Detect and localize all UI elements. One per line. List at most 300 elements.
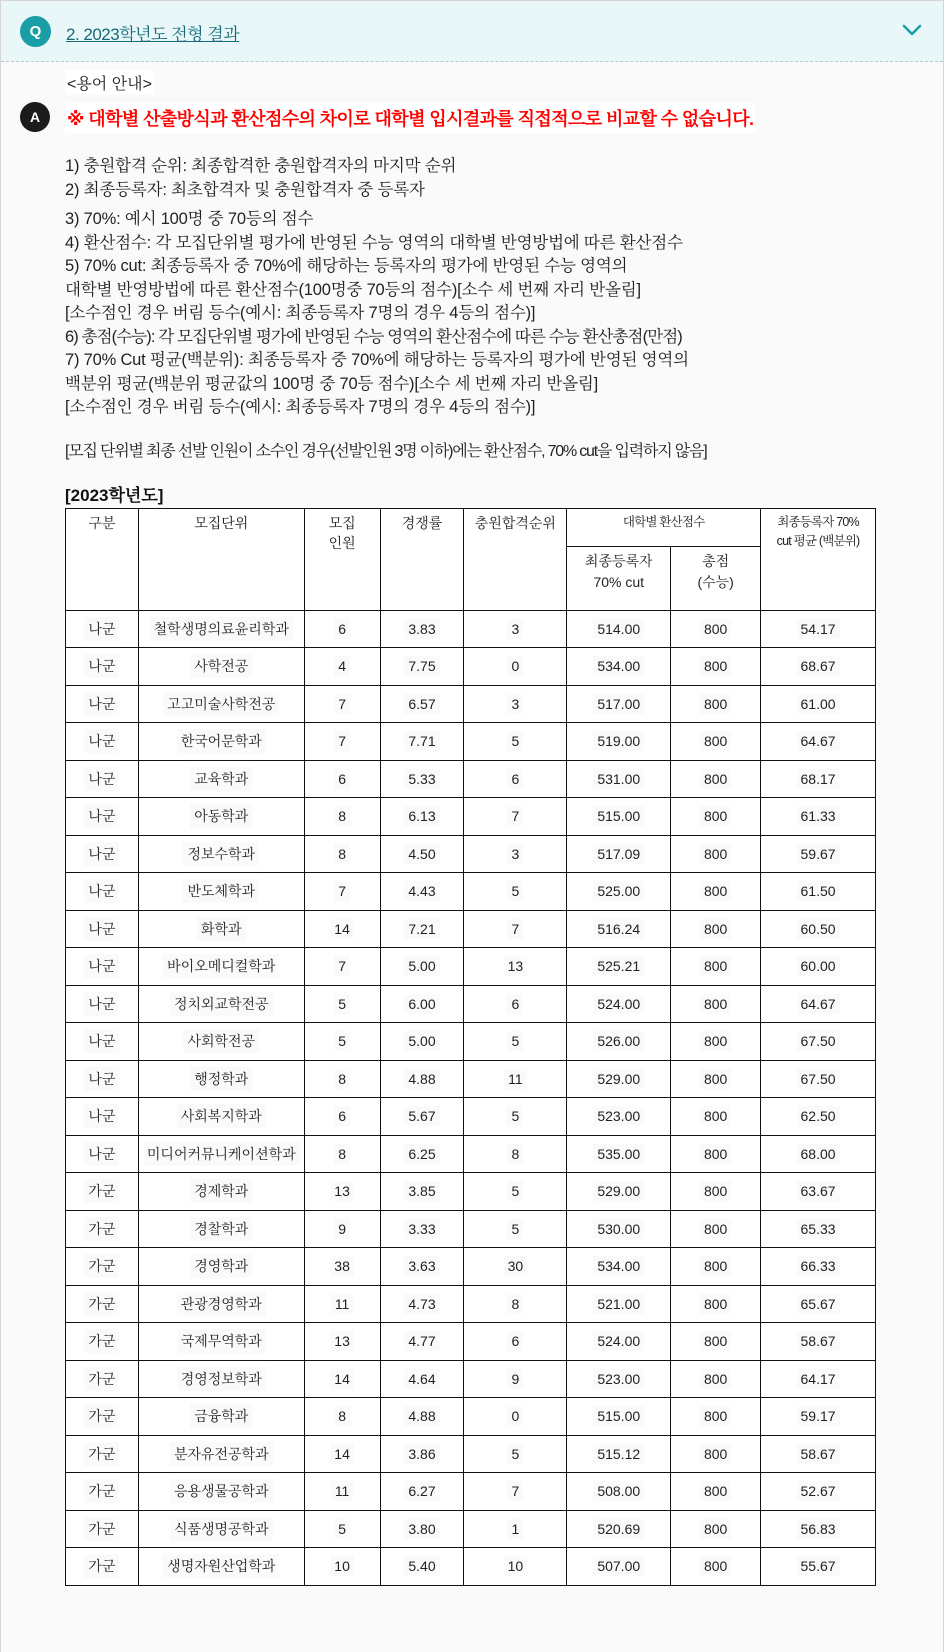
cell-value: 523.00 (593, 1369, 644, 1389)
cell-value: 분자유전공학과 (170, 1442, 273, 1466)
cell-total (671, 1548, 761, 1586)
cell-total (671, 1285, 761, 1323)
cell-total (671, 610, 761, 648)
cell-value: 55.67 (797, 1556, 840, 1576)
cell-unit (138, 985, 304, 1023)
cell-value: 800 (700, 619, 731, 639)
cell-value: 59.17 (797, 1406, 840, 1426)
cell-value: 4 (334, 656, 350, 676)
cell-value: 524.00 (593, 994, 644, 1014)
cell-competition (380, 948, 464, 986)
cell-value: 7.71 (404, 731, 439, 751)
table-row (66, 1210, 876, 1248)
cell-unit (138, 1510, 304, 1548)
cell-cut70 (567, 1360, 671, 1398)
cell-cut70 (567, 1510, 671, 1548)
cell-value: 나군 (84, 917, 119, 941)
cell-value: 516.24 (593, 919, 644, 939)
header-converted-score: 대학별 환산점수 (567, 508, 761, 546)
header-percentile-avg: 최종등록자 70% cut 평균 (백분위) (761, 508, 876, 610)
cell-competition (380, 1060, 464, 1098)
cell-value: 14 (330, 1444, 354, 1464)
cell-cut70 (567, 1398, 671, 1436)
cell-percentile-avg (761, 1323, 876, 1361)
table-row (66, 798, 876, 836)
cell-group (66, 985, 139, 1023)
cell-value: 한국어문학과 (177, 729, 266, 753)
cell-unit (138, 723, 304, 761)
cell-value: 6 (334, 769, 350, 789)
cell-value: 11 (331, 1481, 354, 1501)
table-row (66, 948, 876, 986)
cell-cut70 (567, 948, 671, 986)
definition-item: 4) 환산점수: 각 모집단위별 평가에 반영된 수능 영역의 대학별 반영방법에 따른 환산점수 (65, 233, 683, 252)
cell-value: 526.00 (593, 1031, 644, 1051)
cell-value: 나군 (84, 1104, 119, 1128)
cell-value: 가군 (84, 1404, 119, 1428)
cell-value: 7 (334, 731, 350, 751)
cell-value: 800 (700, 731, 731, 751)
cell-value: 63.67 (797, 1181, 840, 1201)
cell-value: 60.50 (797, 919, 840, 939)
cell-value: 800 (700, 1069, 731, 1089)
cell-competition (380, 798, 464, 836)
cell-value: 7.21 (404, 919, 439, 939)
cell-waitlist-rank (464, 610, 567, 648)
cell-group (66, 1285, 139, 1323)
chevron-down-icon[interactable] (901, 21, 923, 39)
cell-quota (304, 948, 380, 986)
cell-value: 나군 (84, 654, 119, 678)
table-row (66, 1173, 876, 1211)
definition-item: 7) 70% Cut 평균(백분위): 최종등록자 중 70%에 해당하는 등록자의 평가에 반영된 영역의 (65, 351, 689, 369)
cell-value: 529.00 (593, 1181, 644, 1201)
cell-total (671, 1510, 761, 1548)
cell-value: 6.00 (404, 994, 439, 1014)
cell-value: 경영학과 (190, 1254, 252, 1278)
cell-value: 6.25 (404, 1144, 439, 1164)
cell-value: 식품생명공학과 (170, 1517, 273, 1541)
cell-group (66, 685, 139, 723)
cell-value: 5 (334, 994, 350, 1014)
cell-value: 800 (700, 1181, 731, 1201)
cell-quota (304, 1398, 380, 1436)
cell-value: 5.00 (404, 956, 439, 976)
table-body (66, 610, 876, 1585)
cell-cut70 (567, 1023, 671, 1061)
cell-percentile-avg (761, 610, 876, 648)
cell-group (66, 1398, 139, 1436)
cell-value: 62.50 (797, 1106, 840, 1126)
cell-quota (304, 1173, 380, 1211)
cell-value: 52.67 (797, 1481, 840, 1501)
cell-competition (380, 1135, 464, 1173)
cell-competition (380, 1398, 464, 1436)
cell-group (66, 1248, 139, 1286)
cell-value: 가군 (84, 1367, 119, 1391)
cell-percentile-avg (761, 1060, 876, 1098)
cell-total (671, 1248, 761, 1286)
cell-value: 64.67 (797, 731, 840, 751)
cell-competition (380, 1173, 464, 1211)
cell-value: 800 (700, 1481, 731, 1501)
cell-value: 바이오메디컬학과 (163, 954, 279, 978)
cell-value: 800 (700, 1294, 731, 1314)
cell-value: 800 (700, 806, 731, 826)
header-total: 총점 (수능) (671, 546, 761, 610)
cell-competition (380, 1248, 464, 1286)
cell-competition (380, 610, 464, 648)
cell-value: 8 (334, 844, 350, 864)
cell-value: 800 (700, 1444, 731, 1464)
cell-group (66, 1548, 139, 1586)
cell-percentile-avg (761, 948, 876, 986)
cell-value: 524.00 (593, 1331, 644, 1351)
cell-value: 67.50 (797, 1069, 840, 1089)
cell-value: 7 (334, 694, 350, 714)
cell-value: 525.21 (593, 956, 644, 976)
cell-value: 철학생명의료윤리학과 (150, 617, 293, 641)
cell-value: 520.69 (593, 1519, 644, 1539)
cell-value: 4.50 (404, 844, 439, 864)
cell-competition (380, 1023, 464, 1061)
cell-quota (304, 648, 380, 686)
cell-cut70 (567, 1285, 671, 1323)
cell-quota (304, 1323, 380, 1361)
cell-cut70 (567, 648, 671, 686)
cell-value: 반도체학과 (183, 879, 259, 903)
cell-value: 800 (700, 1331, 731, 1351)
cell-value: 800 (700, 881, 731, 901)
cell-cut70 (567, 1135, 671, 1173)
cell-value: 6 (507, 994, 523, 1014)
cell-group (66, 798, 139, 836)
cell-competition (380, 648, 464, 686)
cell-unit (138, 1323, 304, 1361)
cell-total (671, 1323, 761, 1361)
cell-value: 5 (507, 1219, 523, 1239)
cell-group (66, 1510, 139, 1548)
cell-value: 11 (504, 1069, 527, 1089)
cell-unit (138, 1023, 304, 1061)
cell-value: 525.00 (593, 881, 644, 901)
cell-value: 사회복지학과 (177, 1104, 266, 1128)
cell-group (66, 1360, 139, 1398)
cell-waitlist-rank (464, 1248, 567, 1286)
cell-unit (138, 1285, 304, 1323)
cell-quota (304, 1135, 380, 1173)
cell-cut70 (567, 798, 671, 836)
cell-competition (380, 835, 464, 873)
cell-quota (304, 1435, 380, 1473)
cell-value: 61.00 (797, 694, 840, 714)
cell-total (671, 760, 761, 798)
cell-percentile-avg (761, 1285, 876, 1323)
cell-cut70 (567, 1323, 671, 1361)
definition-item: 5) 70% cut: 최종등록자 중 70%에 해당하는 등록자의 평가에 반영된 수능 영역의 (65, 257, 628, 275)
cell-value: 4.73 (404, 1294, 439, 1314)
table-row (66, 985, 876, 1023)
cell-competition (380, 1548, 464, 1586)
cell-value: 13 (504, 956, 528, 976)
cell-value: 6.57 (404, 694, 439, 714)
table-row (66, 1285, 876, 1323)
cell-value: 5.40 (404, 1556, 439, 1576)
cell-value: 59.67 (797, 844, 840, 864)
cell-value: 13 (330, 1331, 354, 1351)
cell-group (66, 1173, 139, 1211)
cell-value: 6 (334, 1106, 350, 1126)
cell-percentile-avg (761, 1135, 876, 1173)
cell-value: 3.83 (404, 619, 439, 639)
cell-value: 사학전공 (190, 654, 252, 678)
cell-competition (380, 1435, 464, 1473)
cell-value: 나군 (84, 804, 119, 828)
cell-value: 517.09 (593, 844, 644, 864)
table-row (66, 610, 876, 648)
cell-value: 8 (507, 1294, 523, 1314)
cell-unit (138, 1135, 304, 1173)
cell-waitlist-rank (464, 948, 567, 986)
cell-value: 515.12 (593, 1444, 644, 1464)
cell-cut70 (567, 760, 671, 798)
cell-quota (304, 1210, 380, 1248)
cell-value: 가군 (84, 1554, 119, 1578)
cell-value: 가군 (84, 1179, 119, 1203)
cell-cut70 (567, 1060, 671, 1098)
cell-percentile-avg (761, 1210, 876, 1248)
cell-value: 4.43 (404, 881, 439, 901)
cell-unit (138, 1473, 304, 1511)
cell-value: 523.00 (593, 1106, 644, 1126)
cell-percentile-avg (761, 985, 876, 1023)
cell-value: 5 (507, 1444, 523, 1464)
cell-value: 경영정보학과 (177, 1367, 266, 1391)
cell-unit (138, 835, 304, 873)
cell-value: 3.86 (404, 1444, 439, 1464)
cell-cut70 (567, 1248, 671, 1286)
cell-unit (138, 1360, 304, 1398)
cell-percentile-avg (761, 910, 876, 948)
cell-value: 3.85 (404, 1181, 439, 1201)
cell-value: 54.17 (797, 619, 840, 639)
cell-group (66, 948, 139, 986)
cell-quota (304, 723, 380, 761)
cell-waitlist-rank (464, 760, 567, 798)
cell-value: 6 (334, 619, 350, 639)
cell-group (66, 1210, 139, 1248)
cell-value: 3.33 (404, 1219, 439, 1239)
cell-competition (380, 873, 464, 911)
cell-group (66, 1323, 139, 1361)
cell-value: 나군 (84, 954, 119, 978)
cell-group (66, 873, 139, 911)
cell-value: 61.33 (797, 806, 840, 826)
cell-cut70 (567, 1098, 671, 1136)
cell-value: 아동학과 (190, 804, 252, 828)
cell-value: 531.00 (593, 769, 644, 789)
cell-value: 나군 (84, 767, 119, 791)
cell-unit (138, 948, 304, 986)
cell-value: 5 (507, 1031, 523, 1051)
question-title-link[interactable]: 2. 2023학년도 전형 결과 (66, 25, 240, 44)
cell-value: 534.00 (593, 656, 644, 676)
cell-waitlist-rank (464, 1173, 567, 1211)
cell-unit (138, 910, 304, 948)
cell-quota (304, 873, 380, 911)
cell-total (671, 910, 761, 948)
cell-value: 514.00 (593, 619, 644, 639)
cell-total (671, 1210, 761, 1248)
cell-percentile-avg (761, 1435, 876, 1473)
cell-value: 가군 (84, 1442, 119, 1466)
cell-value: 521.00 (593, 1294, 644, 1314)
cell-total (671, 1398, 761, 1436)
cell-waitlist-rank (464, 985, 567, 1023)
cell-value: 66.33 (797, 1256, 840, 1276)
cell-quota (304, 760, 380, 798)
cell-value: 나군 (84, 692, 119, 716)
cell-value: 관광경영학과 (177, 1292, 266, 1316)
table-row (66, 1098, 876, 1136)
cell-total (671, 798, 761, 836)
cell-value: 800 (700, 694, 731, 714)
cell-quota (304, 985, 380, 1023)
cell-value: 800 (700, 1369, 731, 1389)
cell-value: 6 (507, 769, 523, 789)
cell-total (671, 1135, 761, 1173)
cell-unit (138, 798, 304, 836)
cell-value: 가군 (84, 1329, 119, 1353)
cell-value: 나군 (84, 992, 119, 1016)
cell-value: 0 (507, 1406, 523, 1426)
table-row (66, 685, 876, 723)
cell-value: 7 (507, 806, 523, 826)
question-badge: Q (20, 16, 51, 47)
cell-value: 30 (504, 1256, 528, 1276)
cell-value: 경찰학과 (190, 1217, 252, 1241)
cell-value: 5 (507, 731, 523, 751)
cell-quota (304, 1023, 380, 1061)
cell-group (66, 1098, 139, 1136)
cell-total (671, 1473, 761, 1511)
cell-value: 64.17 (797, 1369, 840, 1389)
cell-total (671, 1435, 761, 1473)
cell-percentile-avg (761, 798, 876, 836)
cell-group (66, 1023, 139, 1061)
cell-competition (380, 723, 464, 761)
cell-value: 5 (507, 881, 523, 901)
cell-value: 56.83 (797, 1519, 840, 1539)
table-row (66, 1248, 876, 1286)
cell-value: 5 (507, 1106, 523, 1126)
cell-waitlist-rank (464, 1285, 567, 1323)
cell-value: 6.13 (404, 806, 439, 826)
cell-value: 4.88 (404, 1406, 439, 1426)
cell-unit (138, 1173, 304, 1211)
cell-total (671, 1173, 761, 1211)
cell-waitlist-rank (464, 798, 567, 836)
cell-value: 사회학전공 (183, 1029, 259, 1053)
cell-waitlist-rank (464, 1360, 567, 1398)
cell-total (671, 1360, 761, 1398)
cell-waitlist-rank (464, 1473, 567, 1511)
cell-quota (304, 1248, 380, 1286)
definition-item: 1) 충원합격 순위: 최종합격한 충원합격자의 마지막 순위 (65, 157, 457, 175)
definition-item: [소수점인 경우 버림 등수(예시: 최종등록자 7명의 경우 4등의 점수)] (65, 398, 536, 416)
cell-value: 나군 (84, 1067, 119, 1091)
cell-percentile-avg (761, 1473, 876, 1511)
cell-value: 7 (334, 881, 350, 901)
cell-value: 정보수학과 (183, 842, 259, 866)
table-row (66, 1360, 876, 1398)
cell-competition (380, 1323, 464, 1361)
cell-quota (304, 685, 380, 723)
cell-group (66, 1060, 139, 1098)
cell-value: 6 (507, 1331, 523, 1351)
cell-value: 3.80 (404, 1519, 439, 1539)
cell-waitlist-rank (464, 1398, 567, 1436)
cell-quota (304, 610, 380, 648)
cell-value: 67.50 (797, 1031, 840, 1051)
admission-results-table (65, 508, 876, 1586)
cell-value: 800 (700, 1519, 731, 1539)
cell-competition (380, 910, 464, 948)
cell-value: 517.00 (593, 694, 644, 714)
question-header[interactable] (1, 1, 943, 62)
cell-value: 6.27 (404, 1481, 439, 1501)
cell-value: 68.67 (797, 656, 840, 676)
cell-value: 800 (700, 1031, 731, 1051)
cell-value: 68.00 (797, 1144, 840, 1164)
cell-value: 534.00 (593, 1256, 644, 1276)
cell-percentile-avg (761, 723, 876, 761)
cell-unit (138, 1435, 304, 1473)
cell-competition (380, 1510, 464, 1548)
cell-value: 가군 (84, 1292, 119, 1316)
cell-cut70 (567, 1173, 671, 1211)
table-row (66, 873, 876, 911)
cell-waitlist-rank (464, 685, 567, 723)
cell-competition (380, 985, 464, 1023)
cell-quota (304, 1098, 380, 1136)
cell-cut70 (567, 610, 671, 648)
cell-value: 가군 (84, 1217, 119, 1241)
cell-waitlist-rank (464, 1548, 567, 1586)
cell-value: 국제무역학과 (177, 1329, 266, 1353)
cell-waitlist-rank (464, 1435, 567, 1473)
definition-item: [소수점인 경우 버림 등수(예시: 최종등록자 7명의 경우 4등의 점수)] (65, 304, 536, 322)
answer-badge: A (20, 102, 50, 132)
cell-quota (304, 1360, 380, 1398)
cell-value: 800 (700, 1106, 731, 1126)
year-title: [2023학년도] (65, 485, 164, 505)
cell-value: 9 (507, 1369, 523, 1389)
cell-value: 금융학과 (190, 1404, 252, 1428)
cell-value: 800 (700, 994, 731, 1014)
cell-value: 10 (330, 1556, 354, 1576)
cell-group (66, 1473, 139, 1511)
cell-total (671, 985, 761, 1023)
cell-quota (304, 1060, 380, 1098)
table-row (66, 1060, 876, 1098)
cell-value: 61.50 (797, 881, 840, 901)
warning-notice: ※ 대학별 산출방식과 환산점수의 차이로 대학별 입시결과를 직접적으로 비교할 수 없습니다. (65, 103, 755, 133)
definition-item: 6) 총점(수능): 각 모집단위별 평가에 반영된 수능 영역의 환산점수에 따른 수능 환산총점(만점) (65, 327, 682, 346)
header-unit: 모집단위 (138, 508, 304, 610)
cell-value: 8 (507, 1144, 523, 1164)
cell-value: 생명자원산업학과 (163, 1554, 279, 1578)
